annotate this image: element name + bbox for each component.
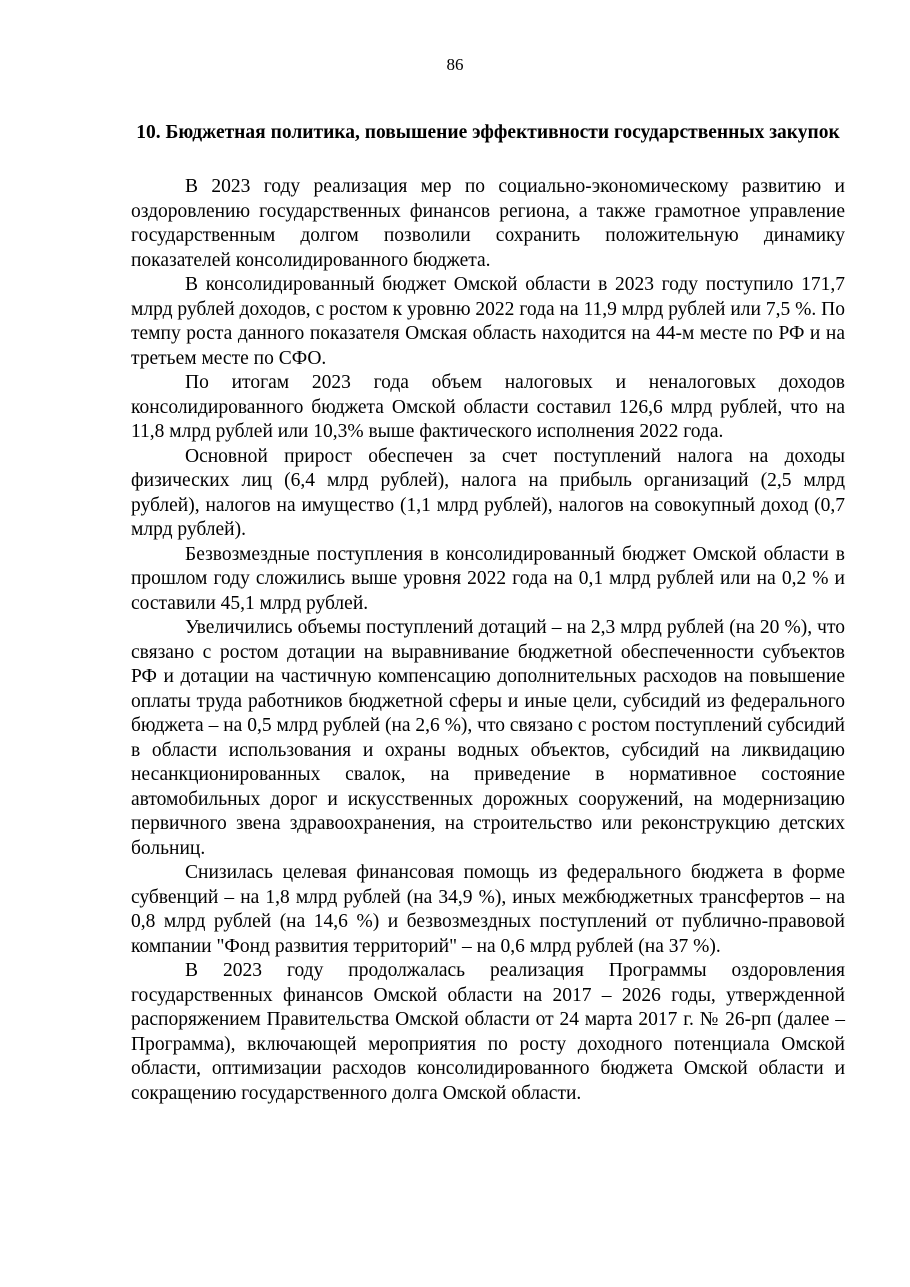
section-title: 10. Бюджетная политика, повышение эффективности государственных закупок	[136, 122, 840, 143]
paragraph: Увеличились объемы поступлений дотаций – на 2,3 млрд рублей (на 20 %), что связано с ростом дотации на выравнивание бюджетной обеспеченности субъектов РФ и дотации на частичную компенсацию дополнительных расходов на повышение оплаты труда работников бюджетной сферы и иные цели, субсидий из федерального бюджета – на 0,5 млрд рублей (на 2,6 %), что связано с ростом поступлений субсидий в области использования и охраны водных объектов, субсидий на ликвидацию несанкционированных свалок, на приведение в нормативное состояние автомобильных дорог и искусственных дорожных сооружений, на модернизацию первичного звена здравоохранения, на строительство или реконструкцию детских больниц.	[131, 617, 845, 859]
paragraph: Безвозмездные поступления в консолидированный бюджет Омской области в прошлом году сложились выше уровня 2022 года на 0,1 млрд рублей или на 0,2 % и составили 45,1 млрд рублей.	[131, 543, 845, 614]
paragraph: В 2023 году реализация мер по социально-экономическому развитию и оздоровлению государственных финансов региона, а также грамотное управление государственным долгом позволили сохранить положительную динамику показателей консолидированного бюджета.	[131, 176, 845, 271]
paragraph: В консолидированный бюджет Омской области в 2023 году поступило 171,7 млрд рублей доходов, с ростом к уровню 2022 года на 11,9 млрд рублей или 7,5 %. По темпу роста данного показателя Омская область находится на 44-м месте по РФ и на третьем месте по СФО.	[131, 274, 845, 369]
page-number: 86	[446, 55, 464, 74]
body-text	[131, 175, 845, 1106]
paragraph: Снизилась целевая финансовая помощь из федерального бюджета в форме субвенций – на 1,8 млрд рублей (на 34,9 %), иных межбюджетных трансфертов – на 0,8 млрд рублей (на 14,6 %) и безвозмездных поступлений от публично-правовой компании "Фонд развития территорий" – на 0,6 млрд рублей (на 37 %).	[131, 862, 845, 957]
paragraph: Основной прирост обеспечен за счет поступлений налога на доходы физических лиц (6,4 млрд рублей), налога на прибыль организаций (2,5 млрд рублей), налогов на имущество (1,1 млрд рублей), налогов на совокупный доход (0,7 млрд рублей).	[131, 445, 845, 540]
paragraph: В 2023 году продолжалась реализация Программы оздоровления государственных финансов Омской области на 2017 – 2026 годы, утвержденной распоряжением Правительства Омской области от 24 марта 2017 г. № 26-рп (далее – Программа), включающей мероприятия по росту доходного потенциала Омской области, оптимизации расходов консолидированного бюджета Омской области и сокращению государственного долга Омской области.	[131, 960, 845, 1104]
paragraph: По итогам 2023 года объем налоговых и неналоговых доходов консолидированного бюджета Омской области составил 126,6 млрд рублей, что на 11,8 млрд рублей или 10,3% выше фактического исполнения 2022 года.	[131, 372, 845, 442]
